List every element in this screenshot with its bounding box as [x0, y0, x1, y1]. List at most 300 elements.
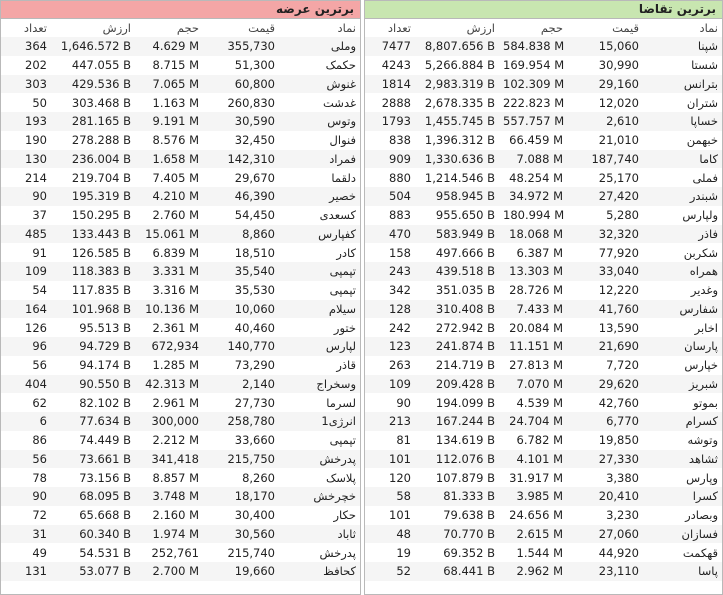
- cell-volume: 584.838 M: [499, 37, 567, 56]
- cell-symbol[interactable]: غنوش: [279, 75, 360, 94]
- cell-count: 126: [1, 318, 51, 337]
- cell-volume: 2.615 M: [499, 525, 567, 544]
- cell-symbol[interactable]: پدرخش: [279, 450, 360, 469]
- cell-count: 56: [1, 356, 51, 375]
- cell-symbol[interactable]: قهکمت: [643, 543, 722, 562]
- table-row[interactable]: [365, 56, 722, 75]
- table-row[interactable]: [365, 525, 722, 544]
- cell-volume: 4.210 M: [135, 187, 203, 206]
- cell-price: 215,740: [203, 543, 279, 562]
- cell-count: 1814: [365, 75, 415, 94]
- cell-volume: 3.331 M: [135, 262, 203, 281]
- cell-price: 13,590: [567, 318, 643, 337]
- supply-panel: [0, 0, 361, 595]
- cell-value: 2,983.319 B: [415, 75, 499, 94]
- cell-value: 150.295 B: [51, 206, 135, 225]
- cell-price: 7,720: [567, 356, 643, 375]
- cell-value: 958.945 B: [415, 187, 499, 206]
- cell-value: 303.468 B: [51, 93, 135, 112]
- table-row[interactable]: [1, 468, 360, 487]
- cell-value: 429.536 B: [51, 75, 135, 94]
- cell-value: 94.174 B: [51, 356, 135, 375]
- cell-symbol[interactable]: فسازان: [643, 525, 722, 544]
- cell-price: 60,800: [203, 75, 279, 94]
- cell-count: 109: [1, 262, 51, 281]
- cell-count: 342: [365, 281, 415, 300]
- cell-price: 54,450: [203, 206, 279, 225]
- cell-volume: 2.212 M: [135, 431, 203, 450]
- cell-price: 42,760: [567, 393, 643, 412]
- cell-count: 243: [365, 262, 415, 281]
- cell-volume: 341,418: [135, 450, 203, 469]
- cell-value: 1,646.572 B: [51, 37, 135, 56]
- cell-price: 40,460: [203, 318, 279, 337]
- cell-volume: 1.163 M: [135, 93, 203, 112]
- table-row[interactable]: [1, 225, 360, 244]
- cell-volume: 27.813 M: [499, 356, 567, 375]
- cell-symbol[interactable]: فملی: [643, 168, 722, 187]
- cell-price: 12,020: [567, 93, 643, 112]
- cell-value: 77.634 B: [51, 412, 135, 431]
- cell-price: 3,230: [567, 506, 643, 525]
- cell-value: 70.770 B: [415, 525, 499, 544]
- table-row[interactable]: [1, 356, 360, 375]
- cell-symbol[interactable]: خبهمن: [643, 131, 722, 150]
- cell-symbol[interactable]: پاسا: [643, 562, 722, 581]
- cell-volume: 300,000: [135, 412, 203, 431]
- cell-symbol[interactable]: ثاباد: [279, 525, 360, 544]
- table-row[interactable]: [365, 562, 722, 581]
- cell-price: 19,660: [203, 562, 279, 581]
- cell-symbol[interactable]: شبریز: [643, 375, 722, 394]
- cell-symbol[interactable]: کسرا: [643, 487, 722, 506]
- table-row[interactable]: [1, 262, 360, 281]
- cell-symbol[interactable]: خساپا: [643, 112, 722, 131]
- cell-volume: 6.839 M: [135, 243, 203, 262]
- cell-symbol[interactable]: ولپارس: [643, 206, 722, 225]
- table-row[interactable]: [1, 168, 360, 187]
- cell-volume: 1.544 M: [499, 543, 567, 562]
- table-row[interactable]: [1, 431, 360, 450]
- col-header-price[interactable]: قیمت: [248, 21, 275, 35]
- col-header-value[interactable]: ارزش: [466, 21, 495, 35]
- cell-price: 27,330: [567, 450, 643, 469]
- cell-symbol[interactable]: شفارس: [643, 300, 722, 319]
- cell-value: 82.102 B: [51, 393, 135, 412]
- cell-count: 109: [365, 375, 415, 394]
- cell-value: 54.531 B: [51, 543, 135, 562]
- table-row[interactable]: [1, 506, 360, 525]
- cell-price: 30,590: [203, 112, 279, 131]
- cell-volume: 4.539 M: [499, 393, 567, 412]
- cell-price: 29,670: [203, 168, 279, 187]
- cell-price: 21,690: [567, 337, 643, 356]
- table-row[interactable]: [1, 487, 360, 506]
- cell-count: 880: [365, 168, 415, 187]
- table-row[interactable]: [1, 412, 360, 431]
- cell-symbol[interactable]: خچرخش: [279, 487, 360, 506]
- cell-price: 32,450: [203, 131, 279, 150]
- cell-price: 3,380: [567, 468, 643, 487]
- cell-volume: 169.954 M: [499, 56, 567, 75]
- table-row[interactable]: [365, 112, 722, 131]
- cell-count: 6: [1, 412, 51, 431]
- cell-volume: 2.961 M: [135, 393, 203, 412]
- cell-volume: 222.823 M: [499, 93, 567, 112]
- cell-volume: 31.917 M: [499, 468, 567, 487]
- cell-volume: 7.433 M: [499, 300, 567, 319]
- cell-symbol[interactable]: قاذر: [279, 356, 360, 375]
- cell-count: 56: [1, 450, 51, 469]
- table-row[interactable]: [365, 262, 722, 281]
- cell-value: 73.156 B: [51, 468, 135, 487]
- cell-symbol[interactable]: کاما: [643, 150, 722, 169]
- cell-symbol[interactable]: کحافظ: [279, 562, 360, 581]
- table-row[interactable]: [365, 318, 722, 337]
- cell-symbol[interactable]: بترانس: [643, 75, 722, 94]
- cell-symbol[interactable]: ختور: [279, 318, 360, 337]
- cell-value: 133.443 B: [51, 225, 135, 244]
- cell-value: 241.874 B: [415, 337, 499, 356]
- table-row[interactable]: [365, 225, 722, 244]
- cell-count: 213: [365, 412, 415, 431]
- cell-volume: 4.101 M: [499, 450, 567, 469]
- cell-value: 583.949 B: [415, 225, 499, 244]
- cell-volume: 1.974 M: [135, 525, 203, 544]
- cell-symbol[interactable]: وبصادر: [643, 506, 722, 525]
- cell-value: 955.650 B: [415, 206, 499, 225]
- cell-symbol[interactable]: حکار: [279, 506, 360, 525]
- cell-value: 107.879 B: [415, 468, 499, 487]
- table-row[interactable]: [365, 487, 722, 506]
- cell-price: 33,660: [203, 431, 279, 450]
- cell-value: 439.518 B: [415, 262, 499, 281]
- cell-value: 79.638 B: [415, 506, 499, 525]
- table-row[interactable]: [1, 187, 360, 206]
- cell-symbol[interactable]: دلقما: [279, 168, 360, 187]
- cell-volume: 15.061 M: [135, 225, 203, 244]
- demand-table: [365, 19, 722, 581]
- cell-value: 272.942 B: [415, 318, 499, 337]
- cell-count: 242: [365, 318, 415, 337]
- col-header-symbol[interactable]: نماد: [699, 21, 718, 35]
- cell-value: 73.661 B: [51, 450, 135, 469]
- col-header-count[interactable]: تعداد: [387, 21, 411, 35]
- cell-symbol[interactable]: تپمپی: [279, 431, 360, 450]
- cell-symbol[interactable]: غدشت: [279, 93, 360, 112]
- cell-count: 86: [1, 431, 51, 450]
- cell-value: 101.968 B: [51, 300, 135, 319]
- cell-count: 485: [1, 225, 51, 244]
- cell-count: 54: [1, 281, 51, 300]
- col-header-count[interactable]: تعداد: [23, 21, 47, 35]
- cell-symbol[interactable]: اخابر: [643, 318, 722, 337]
- cell-value: 2,678.335 B: [415, 93, 499, 112]
- cell-price: 6,770: [567, 412, 643, 431]
- cell-volume: 252,761: [135, 543, 203, 562]
- cell-value: 68.095 B: [51, 487, 135, 506]
- cell-count: 96: [1, 337, 51, 356]
- cell-volume: 7.070 M: [499, 375, 567, 394]
- cell-volume: 8.857 M: [135, 468, 203, 487]
- cell-price: 23,110: [567, 562, 643, 581]
- cell-symbol[interactable]: شکربن: [643, 243, 722, 262]
- cell-symbol[interactable]: وسخراج: [279, 375, 360, 394]
- table-row[interactable]: [365, 337, 722, 356]
- table-row[interactable]: [1, 243, 360, 262]
- cell-value: 219.704 B: [51, 168, 135, 187]
- cell-value: 281.165 B: [51, 112, 135, 131]
- table-row[interactable]: [1, 281, 360, 300]
- cell-count: 131: [1, 562, 51, 581]
- cell-symbol[interactable]: بموتو: [643, 393, 722, 412]
- table-row[interactable]: [365, 468, 722, 487]
- cell-price: 142,310: [203, 150, 279, 169]
- cell-value: 60.340 B: [51, 525, 135, 544]
- cell-value: 278.288 B: [51, 131, 135, 150]
- cell-value: 214.719 B: [415, 356, 499, 375]
- cell-price: 30,560: [203, 525, 279, 544]
- cell-count: 2888: [365, 93, 415, 112]
- cell-symbol[interactable]: پدرخش: [279, 543, 360, 562]
- cell-symbol[interactable]: وغدیر: [643, 281, 722, 300]
- cell-price: 19,850: [567, 431, 643, 450]
- cell-symbol[interactable]: انرژی1: [279, 412, 360, 431]
- table-row[interactable]: [365, 281, 722, 300]
- cell-value: 195.319 B: [51, 187, 135, 206]
- cell-volume: 8.576 M: [135, 131, 203, 150]
- cell-price: 27,420: [567, 187, 643, 206]
- cell-symbol[interactable]: همراه: [643, 262, 722, 281]
- cell-value: 447.055 B: [51, 56, 135, 75]
- cell-count: 90: [1, 487, 51, 506]
- table-row[interactable]: [1, 543, 360, 562]
- table-row[interactable]: [1, 318, 360, 337]
- cell-count: 31: [1, 525, 51, 544]
- cell-volume: 2.962 M: [499, 562, 567, 581]
- cell-count: 164: [1, 300, 51, 319]
- cell-symbol[interactable]: فنوال: [279, 131, 360, 150]
- table-row[interactable]: [365, 356, 722, 375]
- table-row[interactable]: [365, 206, 722, 225]
- table-row[interactable]: [1, 93, 360, 112]
- cell-price: 35,540: [203, 262, 279, 281]
- cell-price: 2,140: [203, 375, 279, 394]
- cell-volume: 3.748 M: [135, 487, 203, 506]
- supply-panel-title: برترین عرضه: [1, 1, 360, 19]
- cell-symbol[interactable]: شبندر: [643, 187, 722, 206]
- cell-symbol[interactable]: لسرما: [279, 393, 360, 412]
- cell-price: 12,220: [567, 281, 643, 300]
- cell-price: 33,040: [567, 262, 643, 281]
- cell-volume: 11.151 M: [499, 337, 567, 356]
- supply-table-body: [1, 37, 360, 581]
- cell-value: 117.835 B: [51, 281, 135, 300]
- cell-value: 94.729 B: [51, 337, 135, 356]
- table-row[interactable]: [1, 150, 360, 169]
- table-row[interactable]: [365, 131, 722, 150]
- cell-price: 10,060: [203, 300, 279, 319]
- cell-price: 30,400: [203, 506, 279, 525]
- cell-price: 44,920: [567, 543, 643, 562]
- cell-count: 37: [1, 206, 51, 225]
- cell-price: 35,530: [203, 281, 279, 300]
- cell-volume: 2.160 M: [135, 506, 203, 525]
- cell-price: 30,990: [567, 56, 643, 75]
- table-row[interactable]: [365, 393, 722, 412]
- cell-volume: 7.405 M: [135, 168, 203, 187]
- table-row[interactable]: [365, 243, 722, 262]
- cell-price: 355,730: [203, 37, 279, 56]
- cell-symbol[interactable]: فمراد: [279, 150, 360, 169]
- cell-symbol[interactable]: سیلام: [279, 300, 360, 319]
- cell-price: 41,760: [567, 300, 643, 319]
- cell-volume: 42.313 M: [135, 375, 203, 394]
- table-row[interactable]: [365, 375, 722, 394]
- cell-symbol[interactable]: وتوشه: [643, 431, 722, 450]
- cell-symbol[interactable]: وملی: [279, 37, 360, 56]
- table-row[interactable]: [365, 543, 722, 562]
- cell-count: 50: [1, 93, 51, 112]
- cell-symbol[interactable]: فاذر: [643, 225, 722, 244]
- table-row[interactable]: [365, 93, 722, 112]
- col-header-price[interactable]: قیمت: [612, 21, 639, 35]
- table-row[interactable]: [365, 506, 722, 525]
- cell-value: 351.035 B: [415, 281, 499, 300]
- table-row[interactable]: [365, 75, 722, 94]
- table-row[interactable]: [1, 131, 360, 150]
- cell-symbol[interactable]: وپارس: [643, 468, 722, 487]
- col-header-symbol[interactable]: نماد: [337, 21, 356, 35]
- table-row[interactable]: [1, 37, 360, 56]
- cell-count: 90: [1, 187, 51, 206]
- cell-volume: 13.303 M: [499, 262, 567, 281]
- cell-count: 62: [1, 393, 51, 412]
- cell-volume: 1.658 M: [135, 150, 203, 169]
- table-row[interactable]: [365, 168, 722, 187]
- table-row[interactable]: [365, 300, 722, 319]
- table-row[interactable]: [1, 75, 360, 94]
- table-row[interactable]: [365, 412, 722, 431]
- table-row[interactable]: [1, 375, 360, 394]
- cell-value: 497.666 B: [415, 243, 499, 262]
- cell-count: 504: [365, 187, 415, 206]
- table-row[interactable]: [1, 206, 360, 225]
- table-row[interactable]: [1, 337, 360, 356]
- cell-symbol[interactable]: پارسان: [643, 337, 722, 356]
- cell-count: 48: [365, 525, 415, 544]
- table-row[interactable]: [1, 393, 360, 412]
- cell-price: 25,170: [567, 168, 643, 187]
- cell-symbol[interactable]: شتران: [643, 93, 722, 112]
- cell-symbol[interactable]: خپارس: [643, 356, 722, 375]
- cell-symbol[interactable]: لپارس: [279, 337, 360, 356]
- cell-count: 883: [365, 206, 415, 225]
- cell-count: 101: [365, 506, 415, 525]
- table-row[interactable]: [1, 525, 360, 544]
- cell-symbol[interactable]: شپنا: [643, 37, 722, 56]
- cell-price: 29,620: [567, 375, 643, 394]
- cell-volume: 28.726 M: [499, 281, 567, 300]
- cell-volume: 9.191 M: [135, 112, 203, 131]
- cell-count: 90: [365, 393, 415, 412]
- col-header-value[interactable]: ارزش: [102, 21, 131, 35]
- cell-symbol[interactable]: خصير: [279, 187, 360, 206]
- cell-symbol[interactable]: شستا: [643, 56, 722, 75]
- table-row[interactable]: [365, 187, 722, 206]
- cell-symbol[interactable]: تپمپی: [279, 262, 360, 281]
- cell-symbol[interactable]: وتوس: [279, 112, 360, 131]
- cell-value: 68.441 B: [415, 562, 499, 581]
- cell-price: 73,290: [203, 356, 279, 375]
- cell-count: 470: [365, 225, 415, 244]
- table-row[interactable]: [1, 300, 360, 319]
- cell-volume: 7.088 M: [499, 150, 567, 169]
- demand-table-header: [365, 19, 722, 37]
- cell-count: 78: [1, 468, 51, 487]
- cell-symbol[interactable]: کادر: [279, 243, 360, 262]
- cell-symbol[interactable]: تپمپی: [279, 281, 360, 300]
- cell-volume: 66.459 M: [499, 131, 567, 150]
- cell-volume: 6.387 M: [499, 243, 567, 262]
- col-header-volume[interactable]: حجم: [540, 21, 563, 35]
- cell-symbol[interactable]: ثشاهد: [643, 450, 722, 469]
- cell-symbol[interactable]: حکمک: [279, 56, 360, 75]
- cell-count: 4243: [365, 56, 415, 75]
- cell-count: 58: [365, 487, 415, 506]
- cell-price: 8,860: [203, 225, 279, 244]
- cell-count: 190: [1, 131, 51, 150]
- cell-volume: 3.985 M: [499, 487, 567, 506]
- cell-count: 214: [1, 168, 51, 187]
- cell-count: 404: [1, 375, 51, 394]
- cell-value: 1,330.636 B: [415, 150, 499, 169]
- cell-symbol[interactable]: کفپارس: [279, 225, 360, 244]
- col-header-volume[interactable]: حجم: [176, 21, 199, 35]
- cell-volume: 2.361 M: [135, 318, 203, 337]
- cell-price: 27,060: [567, 525, 643, 544]
- cell-symbol[interactable]: کسعدی: [279, 206, 360, 225]
- cell-symbol[interactable]: کسرام: [643, 412, 722, 431]
- cell-count: 838: [365, 131, 415, 150]
- table-row[interactable]: [365, 431, 722, 450]
- cell-count: 364: [1, 37, 51, 56]
- cell-count: 909: [365, 150, 415, 169]
- cell-volume: 2.760 M: [135, 206, 203, 225]
- table-row[interactable]: [365, 37, 722, 56]
- cell-price: 27,730: [203, 393, 279, 412]
- cell-symbol[interactable]: پلاسک: [279, 468, 360, 487]
- cell-price: 5,280: [567, 206, 643, 225]
- cell-value: 65.668 B: [51, 506, 135, 525]
- cell-count: 120: [365, 468, 415, 487]
- cell-price: 258,780: [203, 412, 279, 431]
- cell-value: 236.004 B: [51, 150, 135, 169]
- table-row[interactable]: [365, 450, 722, 469]
- cell-volume: 24.704 M: [499, 412, 567, 431]
- table-row[interactable]: [1, 112, 360, 131]
- table-row[interactable]: [1, 56, 360, 75]
- table-row[interactable]: [1, 450, 360, 469]
- table-row[interactable]: [1, 562, 360, 581]
- cell-value: 134.619 B: [415, 431, 499, 450]
- cell-count: 72: [1, 506, 51, 525]
- table-row[interactable]: [365, 150, 722, 169]
- cell-count: 263: [365, 356, 415, 375]
- supply-table: [1, 19, 360, 581]
- cell-volume: 10.136 M: [135, 300, 203, 319]
- cell-volume: 180.994 M: [499, 206, 567, 225]
